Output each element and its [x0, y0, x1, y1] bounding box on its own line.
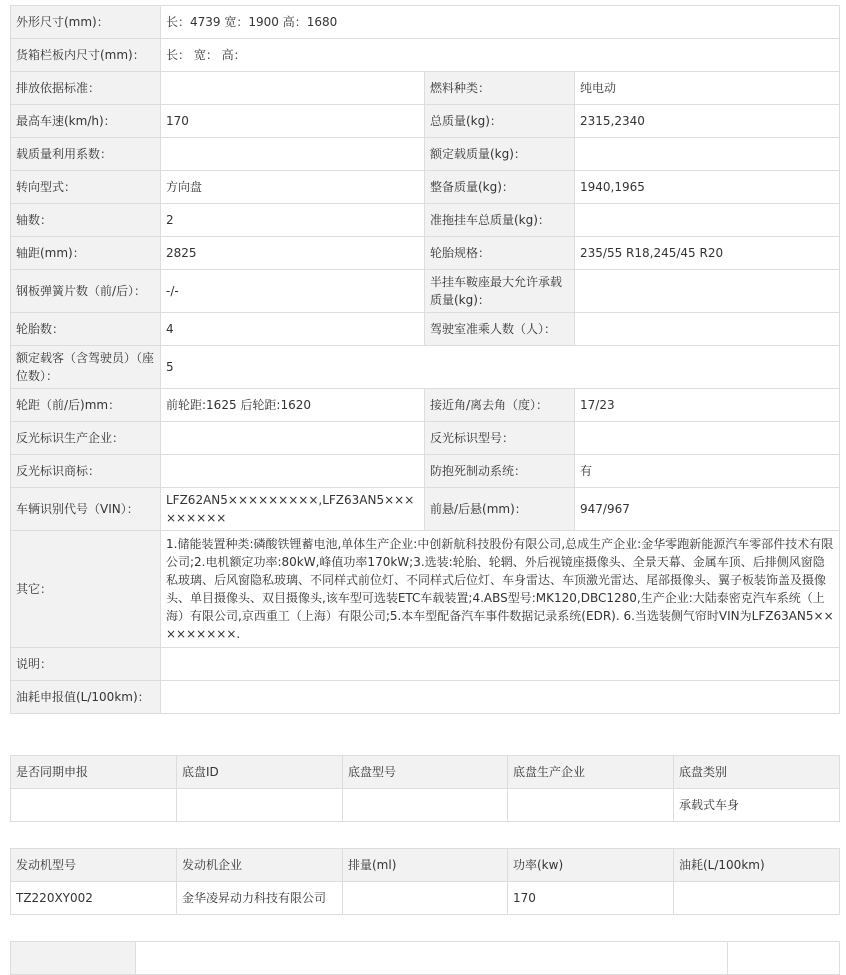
- spec-label: 防抱死制动系统：: [425, 455, 575, 488]
- spec-row: [11, 531, 840, 648]
- spec-label: 燃料种类：: [425, 72, 575, 105]
- spec-label: 额定载质量(kg)：: [425, 138, 575, 171]
- spec-row: [11, 455, 840, 488]
- spec-row: [11, 389, 840, 422]
- spec-label: 驾驶室准乘人数（人）：: [425, 313, 575, 346]
- spec-label: 轴数：: [11, 204, 161, 237]
- spec-label: 外形尺寸(mm)：: [11, 6, 161, 39]
- spec-value: [575, 422, 840, 455]
- spec-value: [161, 455, 425, 488]
- spec-value: [575, 138, 840, 171]
- spec-value: [161, 681, 840, 714]
- spec-label: 其它：: [11, 531, 161, 648]
- chassis-table: [10, 755, 840, 822]
- spec-label: 总质量(kg)：: [425, 105, 575, 138]
- table-cell: 金华凌昇动力科技有限公司: [177, 882, 343, 915]
- spec-value: 有: [575, 455, 840, 488]
- spec-value: 长： 宽： 高：: [161, 39, 840, 72]
- column-header: 发动机型号: [11, 849, 177, 882]
- spec-label: 轮胎规格：: [425, 237, 575, 270]
- spec-value: 4: [161, 313, 425, 346]
- spec-value: 1940,1965: [575, 171, 840, 204]
- spec-row: [11, 270, 840, 313]
- table-cell: [343, 882, 508, 915]
- spec-value: -/-: [161, 270, 425, 313]
- spec-value: 方向盘: [161, 171, 425, 204]
- column-header: 底盘ID: [177, 756, 343, 789]
- spec-value: 170: [161, 105, 425, 138]
- table-cell: [177, 789, 343, 822]
- column-header: 底盘型号: [343, 756, 508, 789]
- spec-value: LFZ62AN5×××××××××,LFZ63AN5×××××××××: [161, 488, 425, 531]
- column-header: 排量(ml): [343, 849, 508, 882]
- spec-value: [575, 204, 840, 237]
- spec-row: [11, 6, 840, 39]
- table-cell: [11, 942, 136, 975]
- spec-value: 2315,2340: [575, 105, 840, 138]
- table-cell: 170: [508, 882, 674, 915]
- table-cell: TZ220XY002: [11, 882, 177, 915]
- spec-row: [11, 105, 840, 138]
- spec-label: 轮胎数：: [11, 313, 161, 346]
- spec-label: 最高车速(km/h)：: [11, 105, 161, 138]
- table-cell: [11, 789, 177, 822]
- table-cell: [728, 942, 840, 975]
- spec-value: 5: [161, 346, 840, 389]
- table-row: [11, 882, 840, 915]
- engine-table: [10, 848, 840, 915]
- spec-label: 整备质量(kg)：: [425, 171, 575, 204]
- spec-value: 947/967: [575, 488, 840, 531]
- spec-label: 说明：: [11, 648, 161, 681]
- spec-label: 货箱栏板内尺寸(mm)：: [11, 39, 161, 72]
- spec-row: [11, 313, 840, 346]
- spec-value: [575, 270, 840, 313]
- column-header: 底盘生产企业: [508, 756, 674, 789]
- spec-value: [575, 313, 840, 346]
- table-cell: [508, 789, 674, 822]
- engine-header-row: [11, 849, 840, 882]
- spec-value: [161, 138, 425, 171]
- spec-value: 2: [161, 204, 425, 237]
- spec-label: 排放依据标准：: [11, 72, 161, 105]
- spec-table: [10, 5, 840, 714]
- spec-row: [11, 204, 840, 237]
- spec-label: 前悬/后悬(mm)：: [425, 488, 575, 531]
- spec-value: 17/23: [575, 389, 840, 422]
- spec-row: [11, 138, 840, 171]
- spec-row: [11, 39, 840, 72]
- spec-row: [11, 237, 840, 270]
- spec-label: 反光标识生产企业：: [11, 422, 161, 455]
- column-header: 底盘类别: [674, 756, 840, 789]
- spec-value: 前轮距:1625 后轮距:1620: [161, 389, 425, 422]
- spec-row: [11, 72, 840, 105]
- spec-label: 反光标识商标：: [11, 455, 161, 488]
- spec-row: [11, 171, 840, 204]
- spec-value: [161, 72, 425, 105]
- spec-label: 油耗申报值(L/100km)：: [11, 681, 161, 714]
- table-row: [11, 942, 840, 975]
- spec-label: 轴距(mm)：: [11, 237, 161, 270]
- column-header: 发动机企业: [177, 849, 343, 882]
- spec-value: 2825: [161, 237, 425, 270]
- spec-label: 轮距（前/后)mm：: [11, 389, 161, 422]
- spec-label: 额定载客（含驾驶员）（座位数）：: [11, 346, 161, 389]
- spec-row: [11, 681, 840, 714]
- chassis-header-row: [11, 756, 840, 789]
- spec-value: [161, 422, 425, 455]
- column-header: 功率(kw): [508, 849, 674, 882]
- spec-label: 反光标识型号：: [425, 422, 575, 455]
- spec-row: [11, 346, 840, 389]
- spec-label: 接近角/离去角（度）：: [425, 389, 575, 422]
- table-cell: [136, 942, 728, 975]
- table-cell: 承载式车身: [674, 789, 840, 822]
- spec-value: [161, 648, 840, 681]
- spec-value: 长：4739 宽：1900 高：1680: [161, 6, 840, 39]
- spec-label: 钢板弹簧片数（前/后）：: [11, 270, 161, 313]
- spec-label: 准拖挂车总质量(kg)：: [425, 204, 575, 237]
- spec-label: 转向型式：: [11, 171, 161, 204]
- spec-row: [11, 648, 840, 681]
- column-header: 是否同期申报: [11, 756, 177, 789]
- spec-label: 载质量利用系数：: [11, 138, 161, 171]
- table-row: [11, 789, 840, 822]
- spec-label: 车辆识别代号（VIN）：: [11, 488, 161, 531]
- column-header: 油耗(L/100km): [674, 849, 840, 882]
- table-cell: [343, 789, 508, 822]
- spec-value: 235/55 R18,245/45 R20: [575, 237, 840, 270]
- spec-value: 纯电动: [575, 72, 840, 105]
- spec-label: 半挂车鞍座最大允许承载质量(kg)：: [425, 270, 575, 313]
- table-cell: [674, 882, 840, 915]
- spec-row: [11, 422, 840, 455]
- spec-row: [11, 488, 840, 531]
- spec-other-value: 1.储能装置种类:磷酸铁锂蓄电池,单体生产企业:中创新航科技股份有限公司,总成生产企业:金华零跑新能源汽车零部件技术有限公司;2.电机额定功率:80kW,峰值功率170kW;3.选装:轮胎、轮辋、外后视镜座摄像头、全景天幕、金属车顶、后排侧风窗隐私玻璃、后风窗隐私玻璃、不同样式前位灯、不同样式后位灯、车身雷达、车顶激光雷达、尾部摄像头、翼子板装饰盖及摄像头、单目摄像头、双目摄像头,该车型可选装ETC车载装置;4.ABS型号:MK120,DBC1280,生产企业:大陆泰密克汽车系统（上海）有限公司,京西重工（上海）有限公司;5.本车型配备汽车事件数据记录系统(EDR). 6.当选装侧气帘时VIN为LFZ63AN5×××××××××.: [161, 531, 840, 648]
- partial-table: [10, 941, 840, 975]
